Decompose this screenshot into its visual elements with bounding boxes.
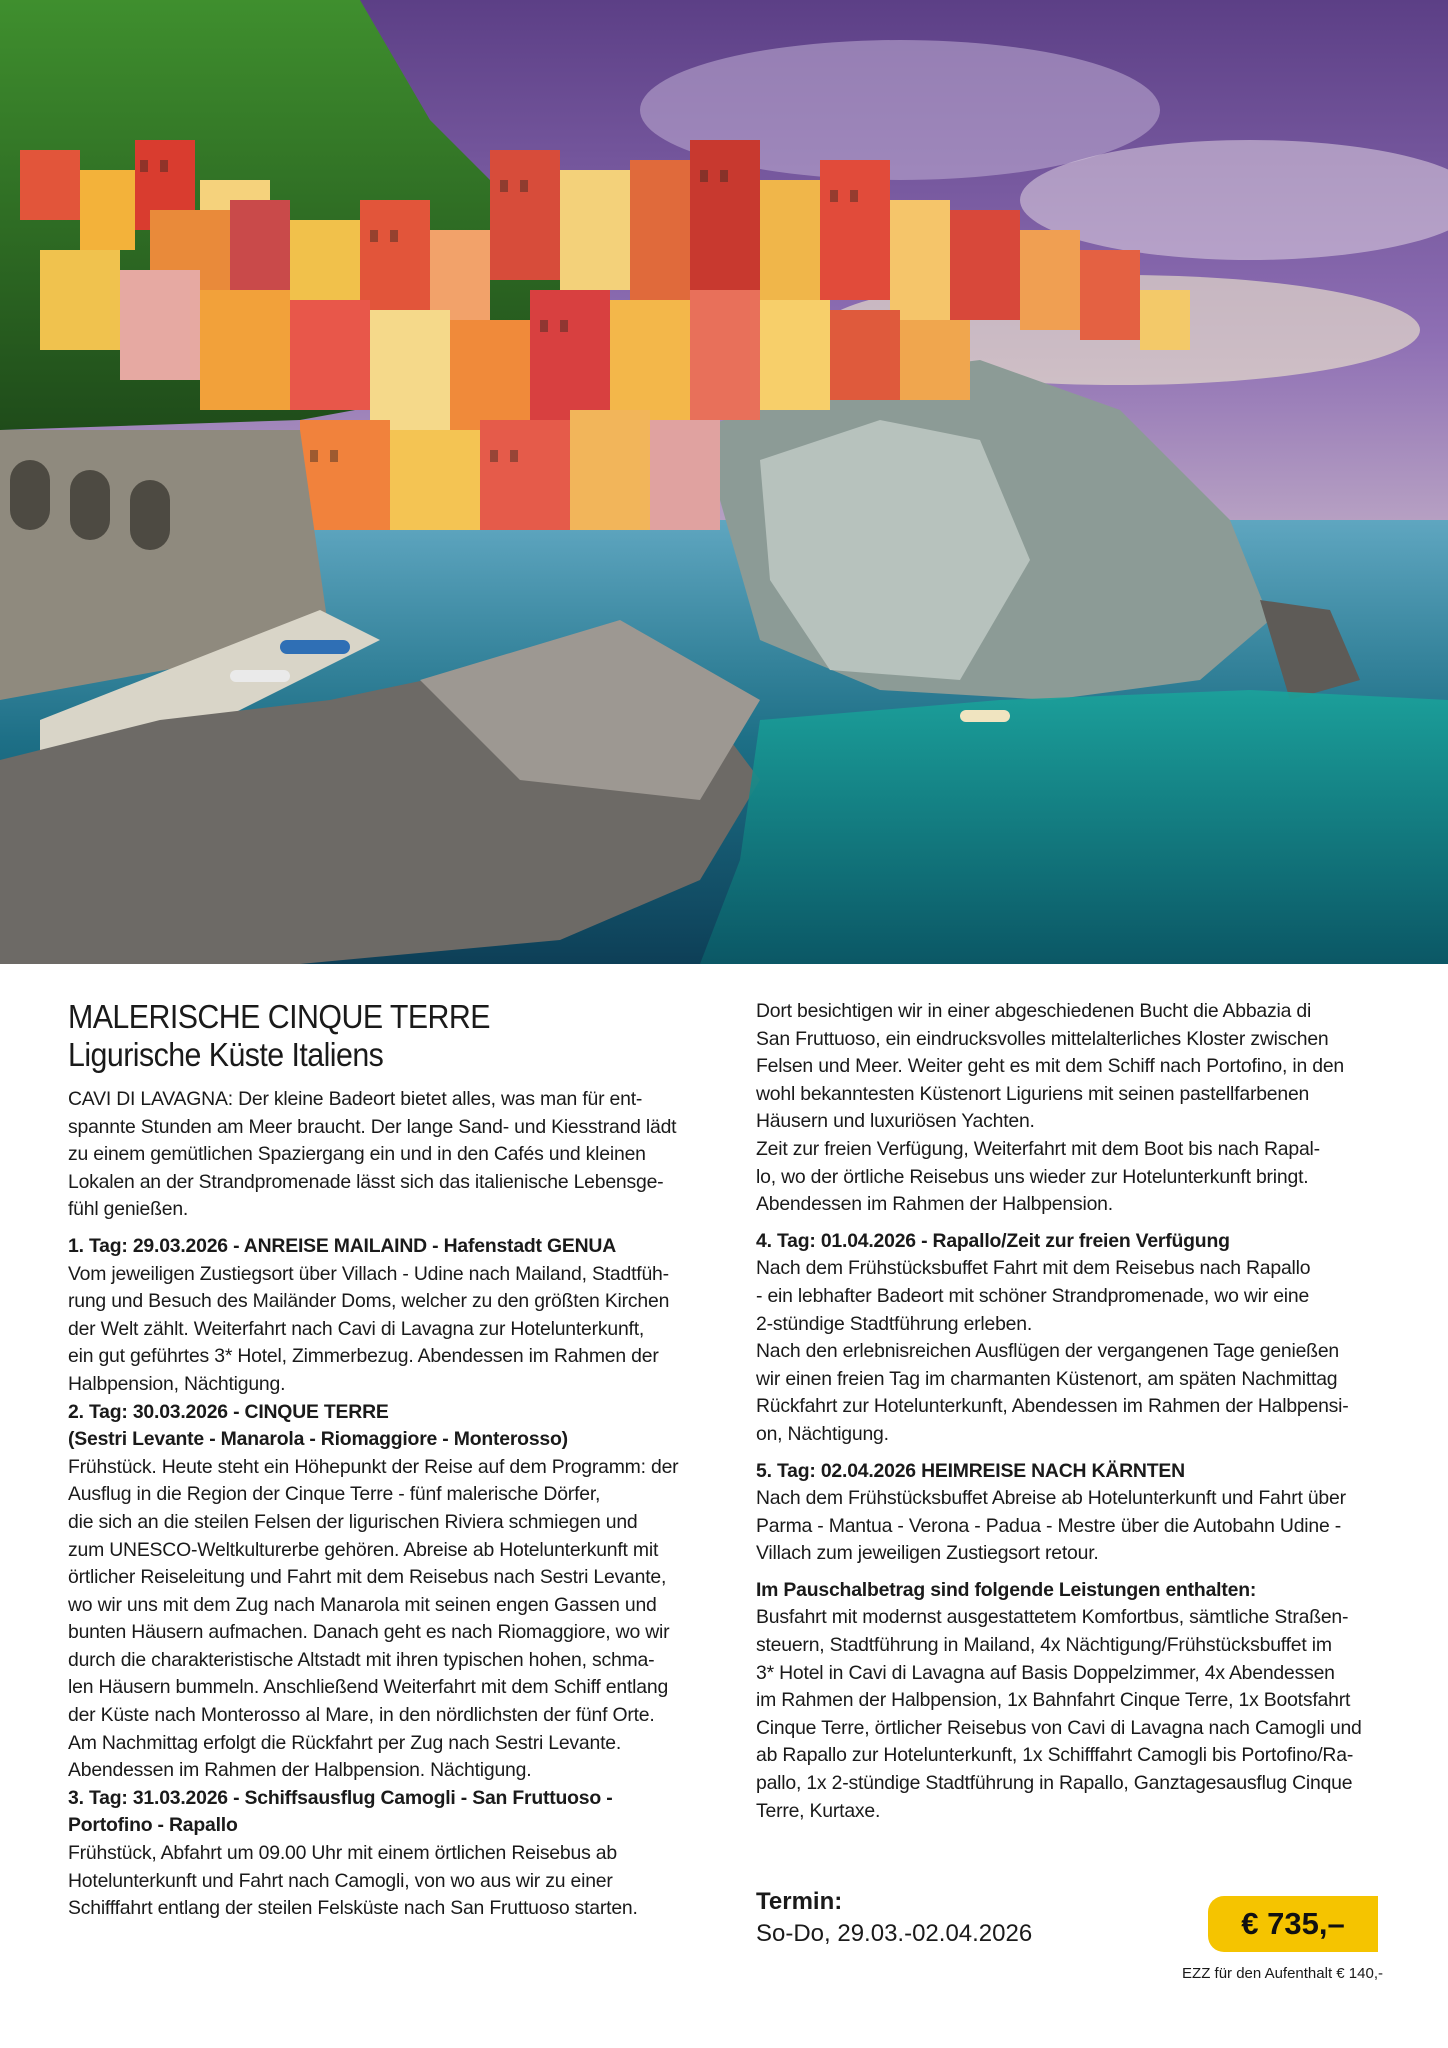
- termin-label: Termin:: [756, 1888, 843, 1915]
- intro-line: spannte Stunden am Meer braucht. Der lange Sand- und Kiesstrand lädt: [68, 1115, 677, 1138]
- text-line: Zeit zur freien Verfügung, Weiterfahrt mit dem Boot bis nach Rapal-: [756, 1137, 1320, 1160]
- coastal-village-photo-icon: [0, 0, 1448, 964]
- intro-line: Lokalen an der Strandpromenade lässt sich das italienische Lebensge-: [68, 1170, 664, 1193]
- intro-line: zu einem gemütlichen Spaziergang ein und in den Cafés und kleinen: [68, 1143, 646, 1166]
- text-line: Terre, Kurtaxe.: [756, 1799, 881, 1822]
- text-line: Ausflug in die Region der Cinque Terre - fünf malerische Dörfer,: [68, 1483, 601, 1506]
- page-title: MALERISCHE CINQUE TERRE: [68, 998, 490, 1035]
- day3-text: [68, 1840, 688, 1923]
- text-line: der Welt zählt. Weiterfahrt nach Cavi di Lavagna zur Hotelunterkunft,: [68, 1317, 645, 1340]
- text-line: wir einen freien Tag im charmanten Küstenort, am späten Nachmittag: [756, 1367, 1338, 1390]
- text-line: Nach dem Frühstücksbuffet Fahrt mit dem Reisebus nach Rapallo: [756, 1257, 1311, 1280]
- text-line: Nach dem Frühstücksbuffet Abreise ab Hotelunterkunft und Fahrt über: [756, 1487, 1346, 1510]
- text-line: Halbpension, Nächtigung.: [68, 1372, 286, 1395]
- text-line: die sich an die steilen Felsen der ligurischen Riviera schmiegen und: [68, 1510, 638, 1533]
- text-line: Rückfahrt zur Hotelunterkunft, Abendessen im Rahmen der Halbpensi-: [756, 1395, 1349, 1418]
- text-line: Nach den erlebnisreichen Ausflügen der vergangenen Tage genießen: [756, 1340, 1339, 1363]
- text-line: pallo, 1x 2-stündige Stadtführung in Rapallo, Ganztagesausflug Cinque: [756, 1772, 1353, 1795]
- intro-line: fühl genießen.: [68, 1198, 189, 1221]
- text-line: lo, wo der örtliche Reisebus uns wieder zur Hotelunterkunft bringt.: [756, 1165, 1309, 1188]
- text-line: - ein lebhafter Badeort mit schöner Strandpromenade, wo wir eine: [756, 1284, 1310, 1307]
- text-line: steuern, Stadtführung in Mailand, 4x Nächtigung/Frühstücksbuffet im: [756, 1634, 1332, 1657]
- text-line: Frühstück. Heute steht ein Höhepunkt der Reise auf dem Programm: der: [68, 1455, 679, 1478]
- text-line: Abendessen im Rahmen der Halbpension.: [756, 1193, 1113, 1216]
- termin-block: [756, 1886, 1032, 1950]
- single-room-surcharge-note: EZZ für den Aufenthalt € 140,-: [1182, 1965, 1383, 1982]
- right-column: [756, 998, 1381, 1825]
- text-line: Villach zum jeweiligen Zustiegsort retour.: [756, 1542, 1099, 1565]
- day4-text: [756, 1255, 1381, 1448]
- text-line: rung und Besuch des Mailänder Doms, welcher zu den größten Kirchen: [68, 1290, 670, 1313]
- text-line: Parma - Mantua - Verona - Padua - Mestre über die Autobahn Udine -: [756, 1514, 1342, 1537]
- day2-text: [68, 1454, 688, 1785]
- page-subtitle: Ligurische Küste Italiens: [68, 1036, 384, 1073]
- price-badge: € 735,–: [1208, 1896, 1378, 1952]
- day1-text: [68, 1261, 688, 1399]
- intro-line: CAVI DI LAVAGNA: Der kleine Badeort bietet alles, was man für ent-: [68, 1088, 643, 1110]
- day4-heading: 4. Tag: 01.04.2026 - Rapallo/Zeit zur freien Verfügung: [756, 1229, 1230, 1252]
- day2-heading: 2. Tag: 30.03.2026 - CINQUE TERRE: [68, 1400, 389, 1423]
- text-line: durch die charakteristische Altstadt mit ihren typischen hohen, schma-: [68, 1648, 655, 1671]
- text-line: 2-stündige Stadtführung erleben.: [756, 1312, 1033, 1335]
- text-line: Am Nachmittag erfolgt die Rückfahrt per Zug nach Sestri Levante.: [68, 1731, 622, 1754]
- text-line: bunten Häusern aufmachen. Danach geht es nach Riomaggiore, wo wir: [68, 1621, 670, 1644]
- day3-heading: 3. Tag: 31.03.2026 - Schiffsausflug Camogli - San Fruttuoso -: [68, 1786, 613, 1809]
- text-line: wohl bekanntesten Küstenort Liguriens mit seinen pastellfarbenen: [756, 1082, 1310, 1105]
- text-line: Vom jeweiligen Zustiegsort über Villach - Udine nach Mailand, Stadtfüh-: [68, 1262, 669, 1285]
- intro-paragraph: [68, 1086, 688, 1224]
- text-line: örtlicher Reiseleitung und Fahrt mit dem Reisebus nach Sestri Levante,: [68, 1566, 667, 1589]
- text-line: der Küste nach Monterosso al Mare, in den nördlichsten der fünf Orte.: [68, 1704, 655, 1727]
- hero-photo: [0, 0, 1448, 964]
- text-line: Häusern und luxuriösen Yachten.: [756, 1110, 1035, 1133]
- termin-value: So-Do, 29.03.-02.04.2026: [756, 1920, 1033, 1947]
- text-line: wo wir uns mit dem Zug nach Manarola mit seinen engen Gassen und: [68, 1593, 657, 1616]
- title-block: [68, 998, 688, 1074]
- text-line: ab Rapallo zur Hotelunterkunft, 1x Schifffahrt Camogli bis Portofino/Ra-: [756, 1744, 1354, 1767]
- services-text: [756, 1604, 1381, 1825]
- text-line: Abendessen im Rahmen der Halbpension. Nächtigung.: [68, 1759, 532, 1782]
- day5-heading: 5. Tag: 02.04.2026 HEIMREISE NACH KÄRNTEN: [756, 1459, 1185, 1482]
- text-line: im Rahmen der Halbpension, 1x Bahnfahrt Cinque Terre, 1x Bootsfahrt: [756, 1689, 1351, 1712]
- text-line: on, Nächtigung.: [756, 1422, 889, 1445]
- text-line: Hotelunterkunft und Fahrt nach Camogli, von wo aus wir zu einer: [68, 1869, 613, 1892]
- day1-heading: 1. Tag: 29.03.2026 - ANREISE MAILAIND - Hafenstadt GENUA: [68, 1234, 617, 1257]
- text-line: zum UNESCO-Weltkulturerbe gehören. Abreise ab Hotelunterkunft mit: [68, 1538, 659, 1561]
- text-line: San Fruttuoso, ein eindrucksvolles mittelalterliches Kloster zwischen: [756, 1027, 1329, 1050]
- day3-subheading: Portofino - Rapallo: [68, 1814, 238, 1837]
- text-line: Felsen und Meer. Weiter geht es mit dem Schiff nach Portofino, in den: [756, 1055, 1344, 1078]
- day5-text: [756, 1485, 1381, 1568]
- text-line: ein gut geführtes 3* Hotel, Zimmerbezug. Abendessen im Rahmen der: [68, 1345, 659, 1368]
- text-line: 3* Hotel in Cavi di Lavagna auf Basis Doppelzimmer, 4x Abendessen: [756, 1661, 1335, 1684]
- text-line: Frühstück, Abfahrt um 09.00 Uhr mit einem örtlichen Reisebus ab: [68, 1842, 617, 1865]
- text-line: Busfahrt mit modernst ausgestattetem Komfortbus, sämtliche Straßen-: [756, 1606, 1349, 1629]
- text-line: Dort besichtigen wir in einer abgeschiedenen Bucht die Abbazia di: [756, 1000, 1312, 1022]
- day3-continued: [756, 998, 1381, 1219]
- services-heading: Im Pauschalbetrag sind folgende Leistungen enthalten:: [756, 1578, 1257, 1601]
- text-line: Cinque Terre, örtlicher Reisebus von Cavi di Lavagna nach Camogli und: [756, 1716, 1362, 1739]
- day2-subheading: (Sestri Levante - Manarola - Riomaggiore - Monterosso): [68, 1428, 568, 1451]
- text-line: Schifffahrt entlang der steilen Felsküste nach San Fruttuoso starten.: [68, 1897, 638, 1920]
- text-line: len Häusern bummeln. Anschließend Weiterfahrt mit dem Schiff entlang: [68, 1676, 669, 1699]
- left-column: [68, 998, 688, 1923]
